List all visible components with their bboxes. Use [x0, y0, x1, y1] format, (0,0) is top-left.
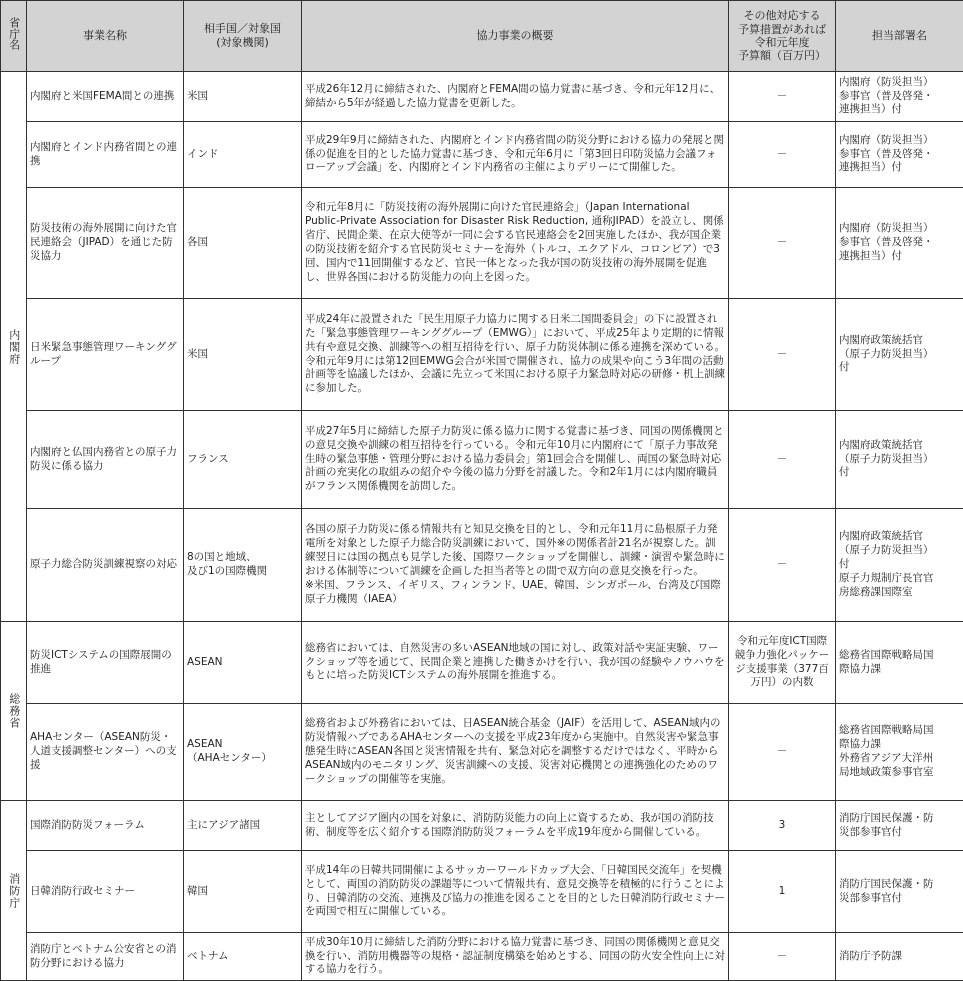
- header-budget: その他対応する 予算措置があれば 令和元年度 予算額（百万円）: [729, 1, 836, 72]
- department: 消防庁国民保護・防 災部参事官付: [836, 801, 963, 851]
- project-name: 日米緊急事態管理ワーキンググループ: [27, 299, 184, 411]
- partner-country: 米国: [184, 72, 302, 122]
- budget-amount: －: [729, 72, 836, 122]
- budget-amount: －: [729, 188, 836, 299]
- department: 内閣府（防災担当） 参事官（普及啓発・ 連携担当）付: [836, 122, 963, 188]
- project-name: 国際消防防災フォーラム: [27, 801, 184, 851]
- table-row: [1, 933, 963, 981]
- partner-country: 韓国: [184, 851, 302, 933]
- table-row: [1, 851, 963, 933]
- project-name: 内閣府と仏国内務省との原子力防災に係る協力: [27, 411, 184, 509]
- header-ministry: 省庁名: [1, 1, 27, 72]
- header-summary: 協力事業の概要: [302, 1, 729, 72]
- department: 総務省国際戦略局国 際協力課 外務省アジア大洋州 局地域政策参事官室: [836, 704, 963, 801]
- table-row: [1, 801, 963, 851]
- project-summary: 総務省においては、自然災害の多いASEAN地域の国に対し、政策対話や実証実験、ワークショップ等を通じて、民間企業と連携した働きかけを行い、我が国の経験やノウハウをもとに培った防災ICTシステムの海外展開を推進する。: [302, 622, 729, 704]
- budget-amount: －: [729, 509, 836, 622]
- partner-country: インド: [184, 122, 302, 188]
- project-summary: 主としてアジア圏内の国を対象に、消防防災能力の向上に資するため、我が国の消防技術、制度等を広く紹介する国際消防防災フォーラムを平成19年度から開催している。: [302, 801, 729, 851]
- department: 内閣府政策統括官 （原子力防災担当） 付: [836, 411, 963, 509]
- table-row: [1, 509, 963, 622]
- department: 消防庁予防課: [836, 933, 963, 981]
- project-summary: 令和元年8月に「防災技術の海外展開に向けた官民連絡会」（Japan International Public-Private Association for Disaster Risk Reduction, 通称JIPAD）を設立し、関係省庁、民間企業、在京大使等が一同に会する官民連絡会を2回実施したほか、我が国企業の防災技術を紹介する官民防災セミナーを海外（トルコ、エクアドル、コロンビア）で3回、国内で11回開催するなど、官民一体となった我が国の防災技術の海外展開を促進し、世界各国における防災能力の向上を図った。: [302, 188, 729, 299]
- project-name: 防災ICTシステムの国際展開の推進: [27, 622, 184, 704]
- project-name: 消防庁とベトナム公安省との消防分野における協力: [27, 933, 184, 981]
- project-name: 防災技術の海外展開に向けた官民連絡会（JIPAD）を通じた防災協力: [27, 188, 184, 299]
- table-row: [1, 411, 963, 509]
- budget-amount: －: [729, 704, 836, 801]
- partner-country: 各国: [184, 188, 302, 299]
- project-name: 原子力総合防災訓練視察の対応: [27, 509, 184, 622]
- budget-amount: －: [729, 122, 836, 188]
- table-row: [1, 622, 963, 704]
- project-summary: 総務省および外務省においては、日ASEAN統合基金（JAIF）を活用して、ASEAN域内の防災情報ハブであるAHAセンターへの支援を平成23年度から実施中。自然災害や緊急事態発生時にASEAN各国と災害情報を共有、緊急対応を調整するだけではなく、平時からASEAN域内のモニタリング、災害訓練への支援、災害対応機関との連携強化のためのワークショップの開催等を実施。: [302, 704, 729, 801]
- header-project: 事業名称: [27, 1, 184, 72]
- table-row: [1, 299, 963, 411]
- partner-country: ベトナム: [184, 933, 302, 981]
- department: 内閣府政策統括官 （原子力防災担当） 付: [836, 299, 963, 411]
- partner-country: フランス: [184, 411, 302, 509]
- budget-amount: －: [729, 411, 836, 509]
- header-dept: 担当部署名: [836, 1, 963, 72]
- partner-country: 8の国と地域、 及び1の国際機関: [184, 509, 302, 622]
- project-summary: 平成26年12月に締結された、内閣府とFEMA間の協力覚書に基づき、令和元年12月に、締結から5年が経過した協力覚書を更新した。: [302, 72, 729, 122]
- partner-country: 米国: [184, 299, 302, 411]
- budget-amount: 1: [729, 851, 836, 933]
- project-summary: 各国の原子力防災に係る情報共有と知見交換を目的とし、令和元年11月に島根原子力発電所を対象とした原子力総合防災訓練において、国外※の関係者計21名が視察した。訓練翌日には国の拠点も見学した後、国際ワークショップを開催し、訓練・演習や緊急時における体制等について訓練を企画した担当者等との間で双方向の意見交換を行った。 ※米国、フランス、イギリス、フィンランド、UAE、韓国、シンガポール、台湾及び国際原子力機関（IAEA）: [302, 509, 729, 622]
- table-row: [1, 72, 963, 122]
- department: 内閣府政策統括官 （原子力防災担当） 付 原子力規制庁長官官 房総務課国際室: [836, 509, 963, 622]
- department: 消防庁国民保護・防 災部参事官付: [836, 851, 963, 933]
- partner-country: ASEAN （AHAセンター）: [184, 704, 302, 801]
- table-row: [1, 188, 963, 299]
- project-name: 内閣府と米国FEMA間との連携: [27, 72, 184, 122]
- header-row: [1, 1, 963, 72]
- department: 総務省国際戦略局国 際協力課: [836, 622, 963, 704]
- budget-amount: 令和元年度ICT国際競争力強化パッケージ支援事業（377百万円）の内数: [729, 622, 836, 704]
- table-row: [1, 122, 963, 188]
- department: 内閣府（防災担当） 参事官（普及啓発・ 連携担当）付: [836, 188, 963, 299]
- project-summary: 平成30年10月に締結した消防分野における協力覚書に基づき、同国の関係機関と意見交換を行い、消防用機器等の規格・認証制度構築を始めとする、同国の防火安全性向上に対する協力を行う。: [302, 933, 729, 981]
- ministry-cell-cabinet-office: 内閣府: [1, 72, 27, 622]
- table-row: [1, 704, 963, 801]
- budget-amount: 3: [729, 801, 836, 851]
- ministry-cell-fire-agency: 消防庁: [1, 801, 27, 981]
- budget-amount: －: [729, 299, 836, 411]
- project-summary: 平成27年5月に締結した原子力防災に係る協力に関する覚書に基づき、同国の関係機関との意見交換や訓練の相互招待を行っている。令和元年10月に内閣府にて「原子力事故発生時の緊急事態・管理分野における協力委員会」第1回会合を開催し、両国の緊急時対応計画の充実化の取組みの紹介や今後の協力分野を討議した。令和2年1月には内閣府職員がフランス関係機関を訪問した。: [302, 411, 729, 509]
- ministry-cell-internal-affairs: 総務省: [1, 622, 27, 801]
- project-name: AHAセンター（ASEAN防災・人道支援調整センター）への支援: [27, 704, 184, 801]
- partner-country: 主にアジア諸国: [184, 801, 302, 851]
- project-summary: 平成29年9月に締結された、内閣府とインド内務省間の防災分野における協力の発展と関係の促進を目的とした協力覚書に基づき、令和元年6月に「第3回日印防災協力会議フォローアップ会議」を、内閣府とインド内務省の主催によりデリーにて開催した。: [302, 122, 729, 188]
- project-name: 内閣府とインド内務省間との連携: [27, 122, 184, 188]
- project-summary: 平成14年の日韓共同開催によるサッカーワールドカップ大会、「日韓国民交流年」を契機として、両国の消防防災の課題等について情報共有、意見交換等を積極的に行うことにより、日韓消防の交流、連携及び協力の推進を図ることを目的とした日韓消防行政セミナーを両国で相互に開催している。: [302, 851, 729, 933]
- header-partner: 相手国／対象国 (対象機関): [184, 1, 302, 72]
- budget-amount: －: [729, 933, 836, 981]
- department: 内閣府（防災担当） 参事官（普及啓発・ 連携担当）付: [836, 72, 963, 122]
- project-name: 日韓消防行政セミナー: [27, 851, 184, 933]
- partner-country: ASEAN: [184, 622, 302, 704]
- project-summary: 平成24年に設置された「民生用原子力協力に関する日米二国間委員会」の下に設置された「緊急事態管理ワーキンググループ（EMWG）」において、平成25年より定期的に情報共有や意見交換、訓練等への相互招待を行い、原子力防災体制に係る連携を深めている。令和元年9月には第12回EMWG会合が米国で開催され、協力の成果や向こう3年間の活動計画等を協議したほか、会議に先立って米国における原子力緊急時対応の研修・机上訓練に参加した。: [302, 299, 729, 411]
